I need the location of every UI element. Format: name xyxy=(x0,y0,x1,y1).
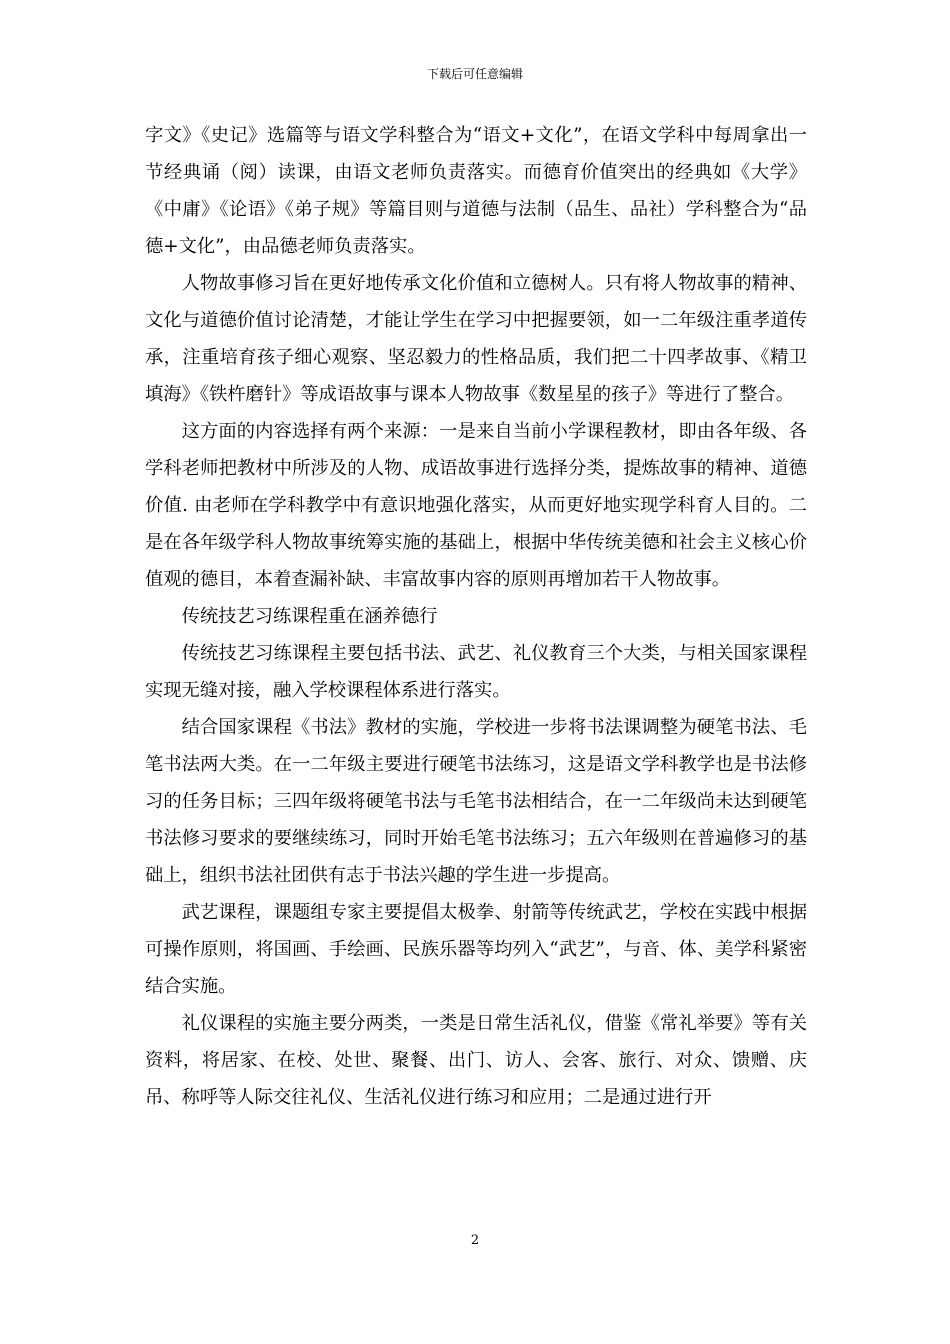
paragraph-5: 结合国家课程《书法》教材的实施，学校进一步将书法课调整为硬笔书法、毛笔书法两大类。在一二年级主要进行硬笔书法练习，这是语文学科教学也是书法修习的任务目标；三四年级将硬笔书法与毛笔书法相结合，在一二年级尚未达到硬笔书法修习要求的要继续练习，同时开始毛笔书法练习；五六年级则在普遍修习的基础上，组织书法社团供有志于书法兴趣的学生进一步提高。 xyxy=(145,717,807,886)
paragraph-2: 人物故事修习旨在更好地传承文化价值和立德树人。只有将人物故事的精神、文化与道德价值讨论清楚，才能让学生在学习中把握要领，如一二年级注重孝道传承，注重培育孩子细心观察、坚忍毅力的性格品质，我们把二十四孝故事、《精卫填海》《铁杵磨针》等成语故事与课本人物故事《数星星的孩子》等进行了整合。 xyxy=(145,273,807,405)
paragraph-6: 武艺课程，课题组专家主要提倡太极拳、射箭等传统武艺，学校在实践中根据可操作原则，将国画、手绘画、民族乐器等均列入“武艺”，与音、体、美学科紧密结合实施。 xyxy=(145,902,807,997)
document-body xyxy=(145,117,807,1116)
paragraph-7: 礼仪课程的实施主要分两类，一类是日常生活礼仪，借鉴《常礼举要》等有关资料，将居家、在校、处世、聚餐、出门、访人、会客、旅行、对众、馈赠、庆吊、称呼等人际交往礼仪、生活礼仪进行练习和应用；二是通过进行开 xyxy=(145,1013,807,1108)
paragraph-3: 这方面的内容选择有两个来源：一是来自当前小学课程教材，即由各年级、各学科老师把教材中所涉及的人物、成语故事进行选择分类，提炼故事的精神、道德价值. 由老师在学科教学中有意识地强化落实，从而更好地实现学科育人目的。二是在各年级学科人物故事统筹实施的基础上，根据中华传统美德和社会主义核心价值观的德目，本着查漏补缺、丰富故事内容的原则再增加若干人物故事。 xyxy=(145,421,807,590)
page-number xyxy=(0,1232,950,1250)
header-text: 下载后可任意编辑 xyxy=(426,67,523,81)
paragraph-1: 字文》《史记》选篇等与语文学科整合为“语文+文化”，在语文学科中每周拿出一节经典诵（阅）读课，由语文老师负责落实。而德育价值突出的经典如《大学》《中庸》《论语》《弟子规》等篇目则与道德与法制（品生、品社）学科整合为“品德+文化”，由品德老师负责落实。 xyxy=(145,125,807,257)
page-number-text: 2 xyxy=(470,1233,480,1248)
paragraph-4: 传统技艺习练课程主要包括书法、武艺、礼仪教育三个大类，与相关国家课程实现无缝对接，融入学校课程体系进行落实。 xyxy=(145,643,807,701)
page-header xyxy=(0,66,950,82)
section-heading: 传统技艺习练课程重在涵养德行 xyxy=(181,606,438,627)
